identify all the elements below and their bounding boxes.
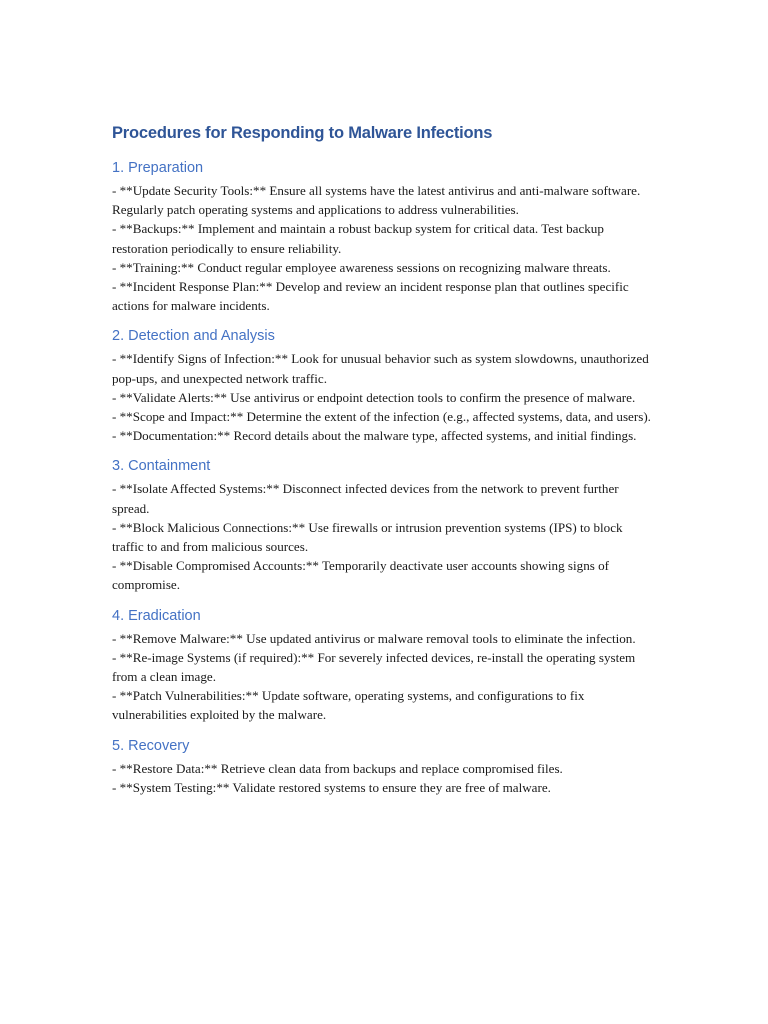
list-item: - **Documentation:** Record details about the malware type, affected systems, and initial findings. — [112, 428, 637, 444]
list-item: - **Identify Signs of Infection:** Look for unusual behavior such as system slowdowns, unauthorized pop-ups, and unexpected network traffic. — [112, 351, 649, 386]
section-heading: 3. Containment — [112, 458, 211, 475]
document-section — [112, 456, 656, 594]
list-item: - **Re-image Systems (if required):** For severely infected devices, re-install the operating system from a clean image. — [112, 649, 636, 685]
section-heading: 2. Detection and Analysis — [112, 328, 275, 345]
list-item: - **System Testing:** Validate restored systems to ensure they are free of malware. — [112, 779, 551, 795]
list-item: - **Remove Malware:** Use updated antivirus or malware removal tools to eliminate the infection. — [112, 630, 636, 646]
section-item-list — [112, 181, 656, 315]
list-item: - **Isolate Affected Systems:** Disconnect infected devices from the network to prevent further spread. — [112, 481, 619, 516]
list-item: - **Scope and Impact:** Determine the extent of the infection (e.g., affected systems, data, and users). — [112, 409, 651, 425]
list-item: - **Backups:** Implement and maintain a robust backup system for critical data. Test backup restoration periodically to ensure reliability. — [112, 221, 604, 256]
list-item: - **Validate Alerts:** Use antivirus or endpoint detection tools to confirm the presence of malware. — [112, 389, 636, 405]
list-item: - **Training:** Conduct regular employee awareness sessions on recognizing malware threats. — [112, 259, 611, 275]
section-item-list — [112, 479, 656, 594]
section-heading: 4. Eradication — [112, 607, 201, 624]
list-item: - **Patch Vulnerabilities:** Update software, operating systems, and configurations to fix vulnerabilities exploited by the malware. — [112, 688, 585, 723]
document-body — [112, 158, 656, 797]
document-section — [112, 326, 656, 445]
section-item-list — [112, 629, 656, 725]
list-item: - **Update Security Tools:** Ensure all systems have the latest antivirus and anti-malware software. Regularly patch operating systems and applications to address vulnerabilities. — [112, 183, 641, 218]
list-item: - **Incident Response Plan:** Develop and review an incident response plan that outlines specific actions for malware incidents. — [112, 279, 629, 314]
list-item: - **Block Malicious Connections:** Use firewalls or intrusion prevention systems (IPS) to block traffic to and from malicious sources. — [112, 519, 623, 555]
section-item-list — [112, 759, 656, 797]
document-section — [112, 736, 656, 797]
document-section — [112, 606, 656, 725]
document-section — [112, 158, 656, 315]
section-heading: 5. Recovery — [112, 737, 190, 754]
section-heading: 1. Preparation — [112, 160, 204, 176]
document-title: Procedures for Responding to Malware Infections — [112, 124, 493, 142]
list-item: - **Restore Data:** Retrieve clean data from backups and replace compromised files. — [112, 760, 563, 776]
section-item-list — [112, 349, 656, 445]
list-item: - **Disable Compromised Accounts:** Temporarily deactivate user accounts showing signs of compromise. — [112, 558, 610, 593]
